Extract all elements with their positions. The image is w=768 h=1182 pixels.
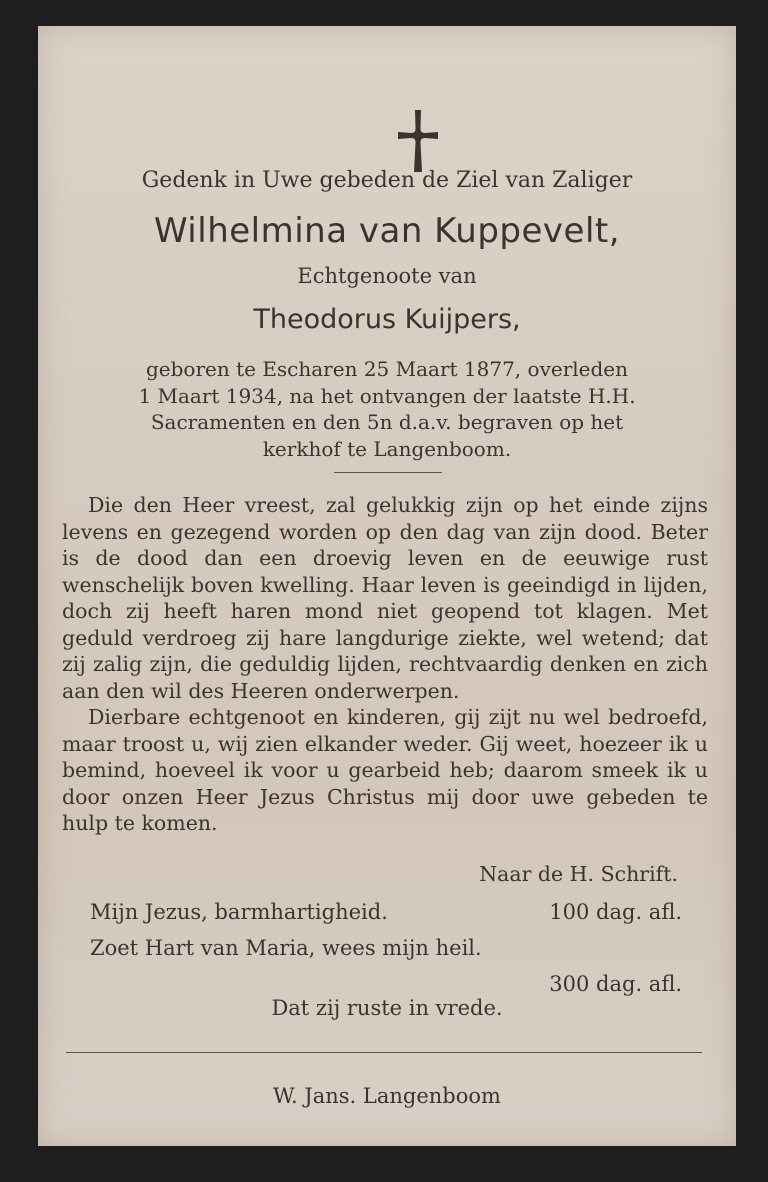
prayer-list: [90, 900, 682, 1008]
bio-line: Sacramenten en den 5n d.a.v. begraven op het: [150, 410, 624, 434]
short-divider: [334, 472, 442, 473]
deceased-name: Wilhelmina van Kuppevelt,: [153, 211, 621, 251]
memorial-text: [62, 492, 708, 837]
biography: [62, 356, 712, 462]
bio-line: kerkhof te Langenboom.: [262, 436, 512, 461]
bio-line: 1 Maart 1934, na het ontvangen der laatste H.H.: [138, 383, 636, 408]
spouse-label: Echtgenoote van: [297, 264, 477, 288]
card-paper: [38, 26, 736, 1146]
prayer-indulgence: 100 dag. afl.: [549, 900, 682, 924]
closing-line: Dat zij ruste in vrede.: [271, 996, 503, 1020]
prayer-indulgence: 300 dag. afl.: [549, 972, 682, 996]
source-attribution: Naar de H. Schrift.: [479, 862, 678, 886]
paragraph-farewell: Dierbare echtgenoot en kinderen, gij zijt nu wel bedroefd, maar troost u, wij zien elkander weder. Gij weet, hoezeer ik u bemind, hoeveel ik voor u gearbeid heb; daarom smeek ik u door onzen Heer Jezus Christus mij door uwe gebeden te hulp te komen.: [62, 705, 708, 835]
cross-icon: [396, 108, 440, 174]
bio-line: geboren te Escharen 25 Maart 1877, overleden: [145, 357, 629, 381]
long-divider: [66, 1052, 702, 1053]
prayer-text: Zoet Hart van Maria, wees mijn heil.: [90, 936, 482, 960]
paragraph-scripture: Die den Heer vreest, zal gelukkig zijn op het einde zijns levens en gezegend worden op den dag van zijn dood. Beter is de dood dan een droevig leven en de eeuwige rust wenschelijk boven kwelling. Haar leven is geeindigd in lijden, doch zij heeft haren mond niet geopend tot klagen. Met geduld verdroeg zij hare langdurige ziekte, wel wetend; dat zij zalig zijn, die geduldig lijden, rechtvaardig denken en zich aan den wil des Heeren onderwerpen.: [62, 493, 708, 703]
intro-line: Gedenk in Uwe gebeden de Ziel van Zaliger: [141, 168, 633, 193]
prayer-text: Mijn Jezus, barmhartigheid.: [90, 900, 388, 924]
printer-credit: W. Jans. Langenboom: [273, 1084, 501, 1108]
spouse-name: Theodorus Kuijpers,: [253, 304, 521, 335]
prayer-item: [90, 900, 682, 936]
